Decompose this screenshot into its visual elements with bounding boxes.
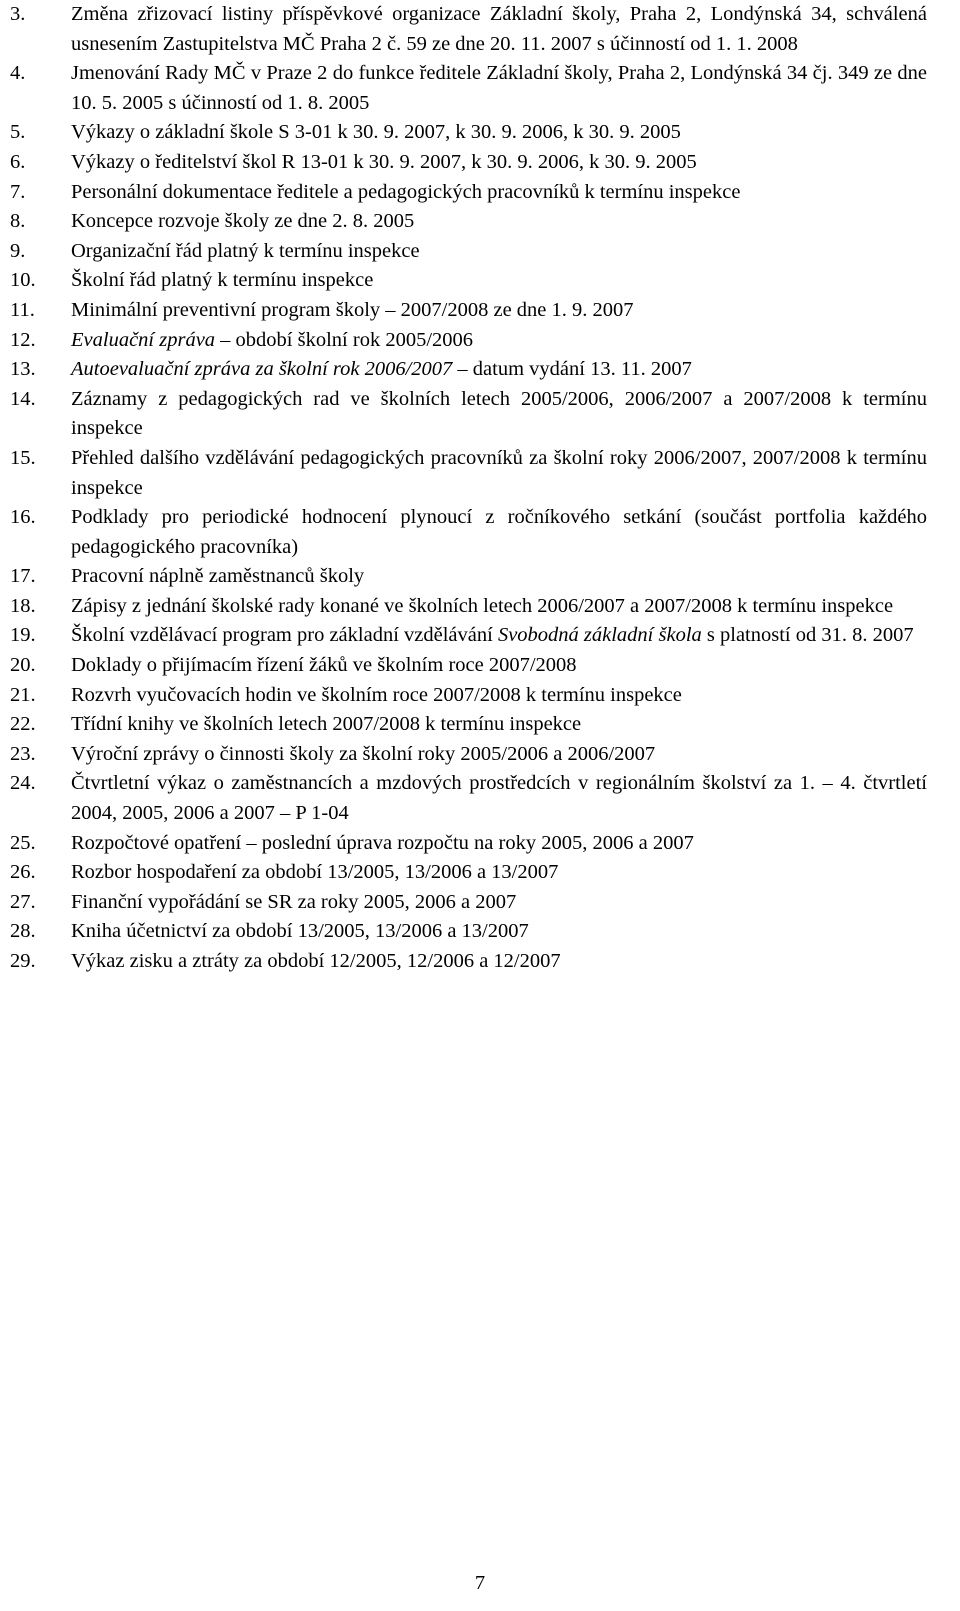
- list-item-text: [71, 355, 927, 385]
- list-item-number: 12.: [10, 328, 36, 351]
- list-item-number: 22.: [10, 713, 36, 736]
- list-item: [0, 59, 960, 118]
- list-item-text: Organizační řád platný k termínu inspekce: [71, 239, 420, 262]
- list-item-number: 7.: [10, 180, 26, 203]
- list-item: [0, 858, 960, 888]
- list-item-number: 14.: [10, 387, 36, 410]
- list-item-number: 5.: [10, 121, 26, 144]
- list-item-text: Čtvrtletní výkaz o zaměstnancích a mzdových prostředcích v regionálním školství za 1. – 4. čtvrtletí 2004, 2005, 2006 a 2007 – P 1-04: [71, 772, 927, 825]
- list-item: [0, 178, 960, 208]
- list-item-text: [71, 326, 927, 356]
- list-item-text: Přehled dalšího vzdělávání pedagogických pracovníků za školní roky 2006/2007, 2007/2008 k termínu inspekce: [71, 446, 927, 499]
- list-item-text: Koncepce rozvoje školy ze dne 2. 8. 2005: [71, 210, 415, 233]
- list-item-number: 28.: [10, 920, 36, 943]
- list-item-number: 4.: [10, 62, 26, 85]
- list-item-text: Podklady pro periodické hodnocení plynoucí z ročníkového setkání (součást portfolia každého pedagogického pracovníka): [71, 506, 927, 558]
- list-item-italic-text: Autoevaluační zpráva za školní rok 2006/2007: [71, 358, 453, 381]
- list-item-number: 9.: [10, 239, 26, 262]
- list-item-number: 11.: [10, 298, 35, 321]
- list-item-text: Rozvrh vyučovacích hodin ve školním roce 2007/2008 k termínu inspekce: [71, 683, 682, 706]
- list-item-rest-text: – datum vydání 13. 11. 2007: [452, 358, 692, 381]
- list-item: [0, 888, 960, 918]
- list-item-text: Změna zřizovací listiny příspěvkové organizace Základní školy, Praha 2, Londýnská 34, schválená usnesením Zastupitelstva MČ Praha 2 č. 59 ze dne 20. 11. 2007 s účinností od 1. 1. 2008: [71, 3, 927, 55]
- list-item: [0, 947, 960, 977]
- list-item-text: Výkazy o základní škole S 3-01 k 30. 9. 2007, k 30. 9. 2006, k 30. 9. 2005: [71, 121, 681, 144]
- list-item: [0, 237, 960, 267]
- list-item-rest-text: – období školní rok 2005/2006: [215, 328, 474, 351]
- list-item-number: 18.: [10, 594, 36, 617]
- list-item-text: Personální dokumentace ředitele a pedagogických pracovníků k termínu inspekce: [71, 180, 741, 203]
- list-item-number: 10.: [10, 269, 36, 292]
- list-item-start-text: Školní vzdělávací program pro základní vzdělávání: [71, 624, 498, 647]
- list-item: [0, 740, 960, 770]
- list-item: [0, 148, 960, 178]
- list-item-text: Zápisy z jednání školské rady konané ve školních letech 2006/2007 a 2007/2008 k termínu inspekce: [71, 594, 894, 617]
- list-item: [0, 592, 960, 622]
- list-item-text: Rozpočtové opatření – poslední úprava rozpočtu na roky 2005, 2006 a 2007: [71, 831, 694, 854]
- list-item-text: [71, 621, 927, 651]
- list-item: [0, 118, 960, 148]
- list-item-number: 8.: [10, 210, 26, 233]
- list-item: [0, 266, 960, 296]
- list-item-number: 25.: [10, 831, 36, 854]
- list-item: [0, 562, 960, 592]
- list-item-text: Minimální preventivní program školy – 2007/2008 ze dne 1. 9. 2007: [71, 298, 634, 321]
- list-item: [0, 503, 960, 562]
- list-item-text: Výroční zprávy o činnosti školy za školní roky 2005/2006 a 2006/2007: [71, 742, 656, 765]
- list-item: [0, 651, 960, 681]
- list-item-text: Doklady o přijímacím řízení žáků ve školním roce 2007/2008: [71, 654, 577, 677]
- list-item: [0, 710, 960, 740]
- list-item-number: 15.: [10, 446, 36, 469]
- list-item-number: 21.: [10, 683, 36, 706]
- list-item: [0, 355, 960, 385]
- list-item-rest-text: s platností od 31. 8. 2007: [701, 624, 914, 647]
- list-item-number: 3.: [10, 3, 26, 25]
- list-item-number: 20.: [10, 654, 36, 677]
- list-item-text: Rozbor hospodaření za období 13/2005, 13/2006 a 13/2007: [71, 861, 559, 884]
- list-item-text: Výkaz zisku a ztráty za období 12/2005, 12/2006 a 12/2007: [71, 950, 561, 972]
- list-item: [0, 0, 960, 59]
- list-item: [0, 444, 960, 503]
- list-item-number: 24.: [10, 772, 36, 795]
- list-item: [0, 621, 960, 651]
- list-item: [0, 829, 960, 859]
- list-item-text: Finanční vypořádání se SR za roky 2005, 2006 a 2007: [71, 890, 517, 913]
- list-item-number: 13.: [10, 358, 36, 381]
- list-item-text: Výkazy o ředitelství škol R 13-01 k 30. 9. 2007, k 30. 9. 2006, k 30. 9. 2005: [71, 150, 697, 173]
- list-item-italic-text: Evaluační zpráva: [71, 328, 216, 351]
- list-item: [0, 326, 960, 356]
- list-item-number: 6.: [10, 150, 26, 173]
- list-item: [0, 207, 960, 237]
- list-item-text: Kniha účetnictví za období 13/2005, 13/2006 a 13/2007: [71, 920, 529, 943]
- list-item-text: Pracovní náplně zaměstnanců školy: [71, 565, 365, 588]
- list-item-number: 19.: [10, 624, 36, 647]
- list-item-number: 29.: [10, 950, 36, 972]
- list-item-number: 16.: [10, 506, 36, 529]
- list-item-number: 26.: [10, 861, 36, 884]
- list-item: [0, 385, 960, 444]
- list-item-number: 23.: [10, 742, 36, 765]
- page-number: 7: [474, 1572, 486, 1594]
- list-item-text: Třídní knihy ve školních letech 2007/2008 k termínu inspekce: [71, 713, 582, 736]
- list-item: [0, 296, 960, 326]
- list-item-number: 27.: [10, 890, 36, 913]
- list-item-text: Školní řád platný k termínu inspekce: [71, 269, 374, 292]
- list-item-text: Jmenování Rady MČ v Praze 2 do funkce ředitele Základní školy, Praha 2, Londýnská 34 čj. 349 ze dne 10. 5. 2005 s účinností od 1. 8. 2005: [71, 62, 927, 114]
- list-item: [0, 681, 960, 711]
- list-item: [0, 917, 960, 947]
- list-item-number: 17.: [10, 565, 36, 588]
- list-item: [0, 769, 960, 828]
- list-item-text: Záznamy z pedagogických rad ve školních letech 2005/2006, 2006/2007 a 2007/2008 k termínu inspekce: [71, 387, 927, 440]
- list-item-italic-text: Svobodná základní škola: [497, 624, 702, 647]
